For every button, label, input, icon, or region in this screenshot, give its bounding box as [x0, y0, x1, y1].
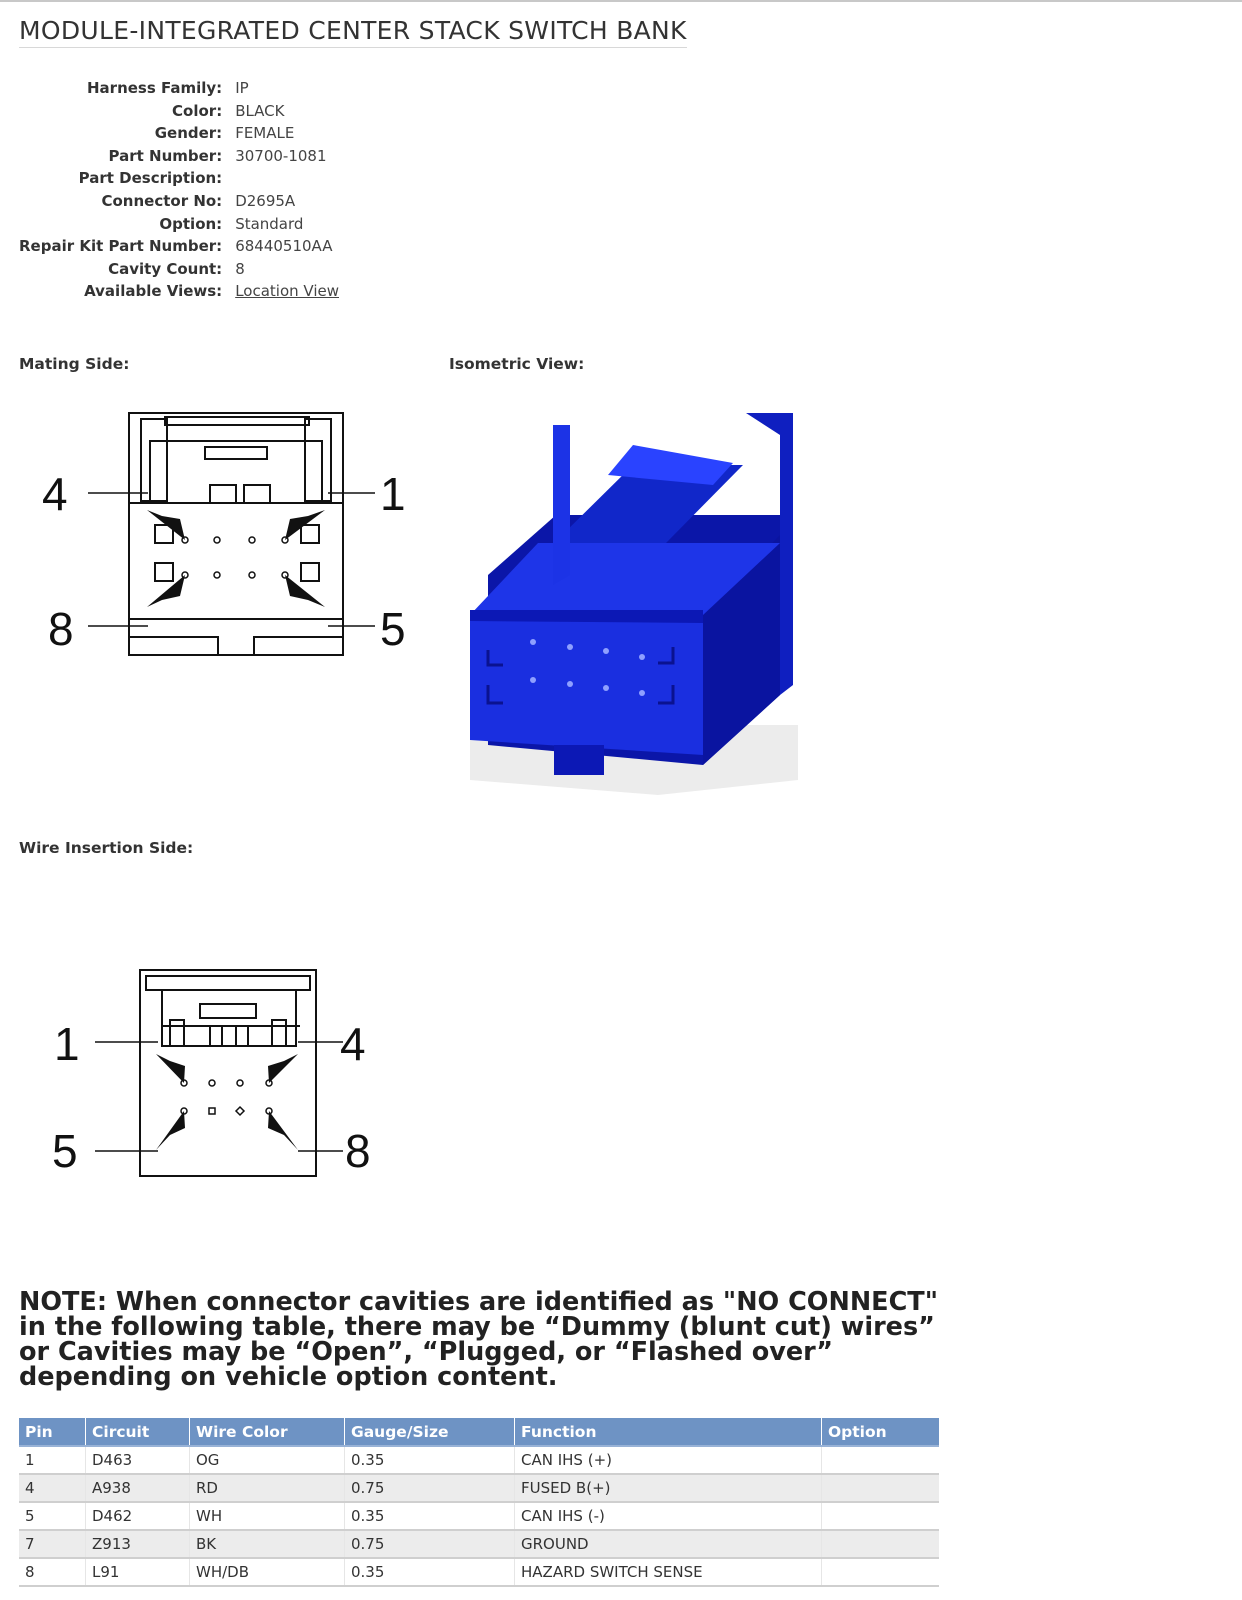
- wire-side-outline: [140, 970, 316, 1176]
- property-key: Option:: [159, 214, 223, 233]
- pin-label: 1: [380, 468, 406, 520]
- cell-circuit: D462: [86, 1502, 190, 1530]
- cell-function: GROUND: [515, 1530, 822, 1558]
- property-key: Available Views:: [84, 282, 223, 301]
- pin-arrow: [268, 1111, 298, 1150]
- cell-circuit: Z913: [86, 1530, 190, 1558]
- cell-gauge: 0.35: [345, 1446, 515, 1474]
- property-row: [19, 235, 339, 258]
- pin-arrow: [156, 1111, 185, 1150]
- cell-gauge: 0.35: [345, 1502, 515, 1530]
- pin-label: 1: [54, 1018, 80, 1070]
- col-header-gauge: Gauge/Size: [345, 1418, 515, 1446]
- cell-option: [822, 1530, 940, 1558]
- cell-gauge: 0.35: [345, 1558, 515, 1586]
- property-value: 68440510AA: [235, 237, 333, 256]
- page-title: MODULE-INTEGRATED CENTER STACK SWITCH BANK: [19, 16, 687, 48]
- property-value: [235, 167, 339, 190]
- location-view-link[interactable]: Location View: [235, 282, 339, 301]
- property-row: [19, 258, 339, 281]
- property-key: Connector No:: [101, 191, 223, 210]
- cell-option: [822, 1558, 940, 1586]
- cell-function: FUSED B(+): [515, 1474, 822, 1502]
- pin-arrow: [268, 1054, 298, 1083]
- wire-insertion-side-label: Wire Insertion Side:: [19, 839, 194, 857]
- property-row: [19, 190, 339, 213]
- pin-arrow: [147, 575, 185, 607]
- table-row: [19, 1558, 939, 1586]
- property-row: [19, 280, 339, 303]
- cell-circuit: A938: [86, 1474, 190, 1502]
- pin-arrow: [156, 1054, 185, 1083]
- wire-insertion-diagram: [40, 960, 410, 1190]
- mating-side-diagram: [30, 395, 440, 675]
- col-header-pin: Pin: [19, 1418, 86, 1446]
- cell-circuit: D463: [86, 1446, 190, 1474]
- cell-wire-color: WH/DB: [190, 1558, 345, 1586]
- cell-wire-color: OG: [190, 1446, 345, 1474]
- property-key: Repair Kit Part Number:: [19, 237, 223, 256]
- cell-option: [822, 1502, 940, 1530]
- cell-gauge: 0.75: [345, 1474, 515, 1502]
- property-value: 30700-1081: [235, 146, 327, 165]
- pin-label: 5: [380, 603, 406, 655]
- cell-wire-color: WH: [190, 1502, 345, 1530]
- property-key: Harness Family:: [87, 79, 223, 97]
- property-key: Part Description:: [78, 169, 223, 188]
- isometric-view-label: Isometric View:: [449, 355, 585, 373]
- property-key: Cavity Count:: [108, 259, 223, 278]
- table-row: [19, 1502, 939, 1530]
- top-divider: [0, 0, 1242, 2]
- table-row: [19, 1530, 939, 1558]
- cell-pin: 8: [19, 1558, 86, 1586]
- no-connect-note: NOTE: When connector cavities are identified as "NO CONNECT" in the following table, there may be “Dummy (blunt cut) wires” or Cavities may be “Open”, “Plugged, or “Flashed over” depending on vehicle option content.: [19, 1287, 938, 1392]
- cell-wire-color: RD: [190, 1474, 345, 1502]
- property-value: IP: [235, 79, 249, 97]
- table-header-row: [19, 1418, 939, 1446]
- table-row: [19, 1474, 939, 1502]
- pin-label: 8: [345, 1125, 371, 1177]
- cell-function: CAN IHS (+): [515, 1446, 822, 1474]
- cell-option: [822, 1474, 940, 1502]
- pin-label: 8: [48, 603, 74, 655]
- property-value: Standard: [235, 214, 304, 233]
- cell-option: [822, 1446, 940, 1474]
- property-value: FEMALE: [235, 124, 295, 143]
- cell-pin: 4: [19, 1474, 86, 1502]
- property-key: Part Number:: [108, 146, 223, 165]
- property-value: 8: [235, 259, 245, 278]
- pin-arrow: [147, 510, 185, 540]
- property-row: [19, 145, 339, 168]
- cell-circuit: L91: [86, 1558, 190, 1586]
- property-row: [19, 77, 339, 100]
- cell-pin: 7: [19, 1530, 86, 1558]
- col-header-circuit: Circuit: [86, 1418, 190, 1446]
- pin-label: 4: [42, 468, 68, 520]
- property-row: [19, 100, 339, 123]
- table-row: [19, 1446, 939, 1474]
- property-value: D2695A: [235, 191, 296, 210]
- col-header-function: Function: [515, 1418, 822, 1446]
- property-key: Color:: [172, 101, 223, 120]
- cell-function: HAZARD SWITCH SENSE: [515, 1558, 822, 1586]
- col-header-option: Option: [822, 1418, 940, 1446]
- property-key: Gender:: [154, 124, 223, 143]
- cell-pin: 5: [19, 1502, 86, 1530]
- pin-label: 4: [340, 1018, 366, 1070]
- pinout-table: [19, 1418, 939, 1587]
- cell-pin: 1: [19, 1446, 86, 1474]
- isometric-view-image: [458, 385, 818, 825]
- cell-function: CAN IHS (-): [515, 1502, 822, 1530]
- property-row: [19, 167, 339, 190]
- property-row: [19, 213, 339, 236]
- mating-side-label: Mating Side:: [19, 355, 130, 373]
- pin-label: 5: [52, 1125, 78, 1177]
- connector-front-face: [470, 615, 703, 755]
- property-value: BLACK: [235, 101, 285, 120]
- cell-wire-color: BK: [190, 1530, 345, 1558]
- property-row: [19, 122, 339, 145]
- cell-gauge: 0.75: [345, 1530, 515, 1558]
- col-header-wire-color: Wire Color: [190, 1418, 345, 1446]
- connector-properties: [19, 77, 339, 303]
